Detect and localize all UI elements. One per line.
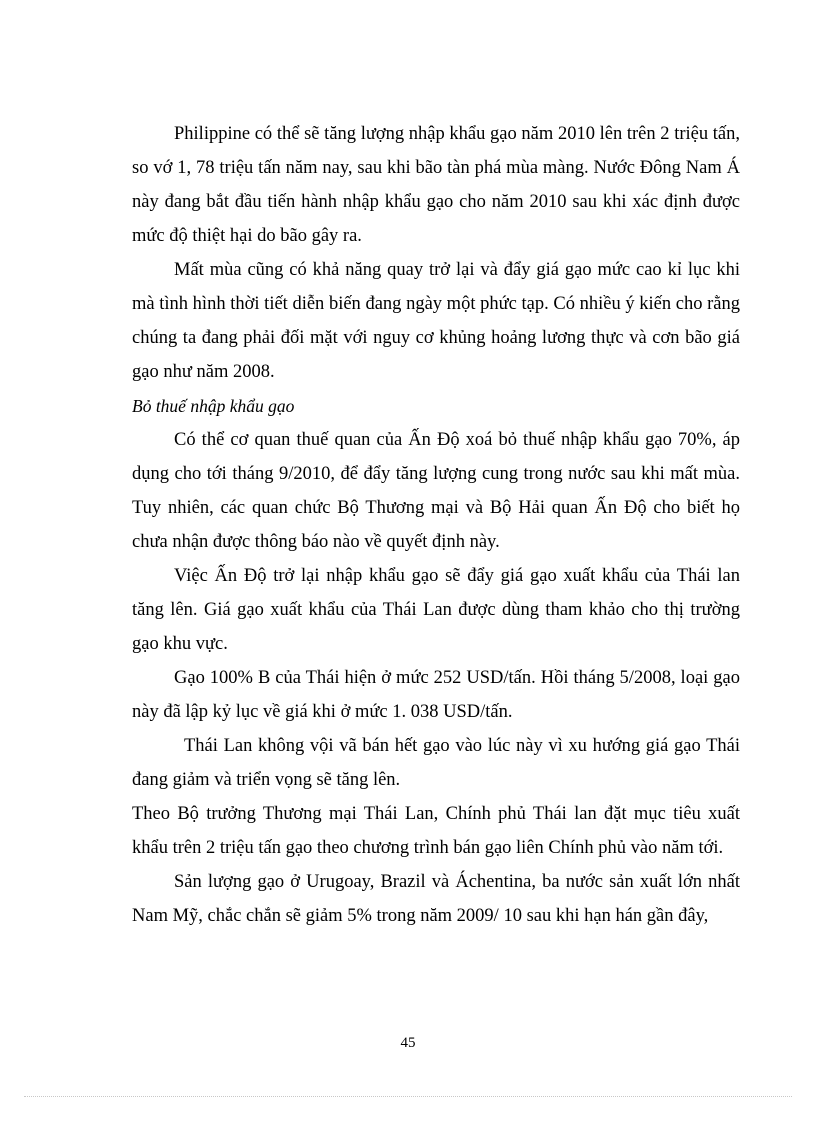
paragraph-thai-rice-record: Gạo 100% B của Thái hiện ở mức 252 USD/tấn. Hồi tháng 5/2008, loại gạo này đã lập kỷ lục về giá khi ở mức 1. 038 USD/tấn. <box>132 668 740 722</box>
document-body <box>132 117 740 933</box>
section-heading-import-tax: Bỏ thuế nhập khẩu gạo <box>132 396 295 416</box>
page-number: 45 <box>400 1035 416 1051</box>
paragraph-south-america: Sản lượng gạo ở Urugoay, Brazil và Áchentina, ba nước sản xuất lớn nhất Nam Mỹ, chắc chắn sẽ giảm 5% trong năm 2009/ 10 sau khi hạn hán gần đây, <box>132 872 740 926</box>
paragraph-thai-not-selling: Thái Lan không vội vã bán hết gạo vào lúc này vì xu hướng giá gạo Thái đang giảm và triển vọng sẽ tăng lên. <box>132 736 740 790</box>
footer-divider <box>24 1096 792 1097</box>
paragraph-thai-minister: Theo Bộ trưởng Thương mại Thái Lan, Chính phủ Thái lan đặt mục tiêu xuất khẩu trên 2 triệu tấn gạo theo chương trình bán gạo liên Chính phủ vào năm tới. <box>132 804 740 858</box>
paragraph-india-tax: Có thể cơ quan thuế quan của Ấn Độ xoá bỏ thuế nhập khẩu gạo 70%, áp dụng cho tới tháng 9/2010, để đẩy tăng lượng cung trong nước sau khi mất mùa. Tuy nhiên, các quan chức Bộ Thương mại và Bộ Hải quan Ấn Độ cho biết họ chưa nhận được thông báo nào về quyết định này. <box>132 430 740 552</box>
paragraph-philippine-imports: Philippine có thể sẽ tăng lượng nhập khẩu gạo năm 2010 lên trên 2 triệu tấn, so vớ 1, 78 triệu tấn năm nay, sau khi bão tàn phá mùa màng. Nước Đông Nam Á này đang bắt đầu tiến hành nhập khẩu gạo cho năm 2010 sau khi xác định được mức độ thiệt hại do bão gây ra. <box>132 124 740 246</box>
paragraph-thai-export-price: Việc Ấn Độ trở lại nhập khẩu gạo sẽ đẩy giá gạo xuất khẩu của Thái lan tăng lên. Giá gạo xuất khẩu của Thái Lan được dùng tham khảo cho thị trường gạo khu vực. <box>132 566 740 654</box>
paragraph-crop-failure: Mất mùa cũng có khả năng quay trở lại và đẩy giá gạo mức cao kỉ lục khi mà tình hình thời tiết diễn biến đang ngày một phức tạp. Có nhiều ý kiến cho rằng chúng ta đang phải đối mặt với nguy cơ khủng hoảng lương thực và cơn bão giá gạo như năm 2008. <box>132 260 740 382</box>
